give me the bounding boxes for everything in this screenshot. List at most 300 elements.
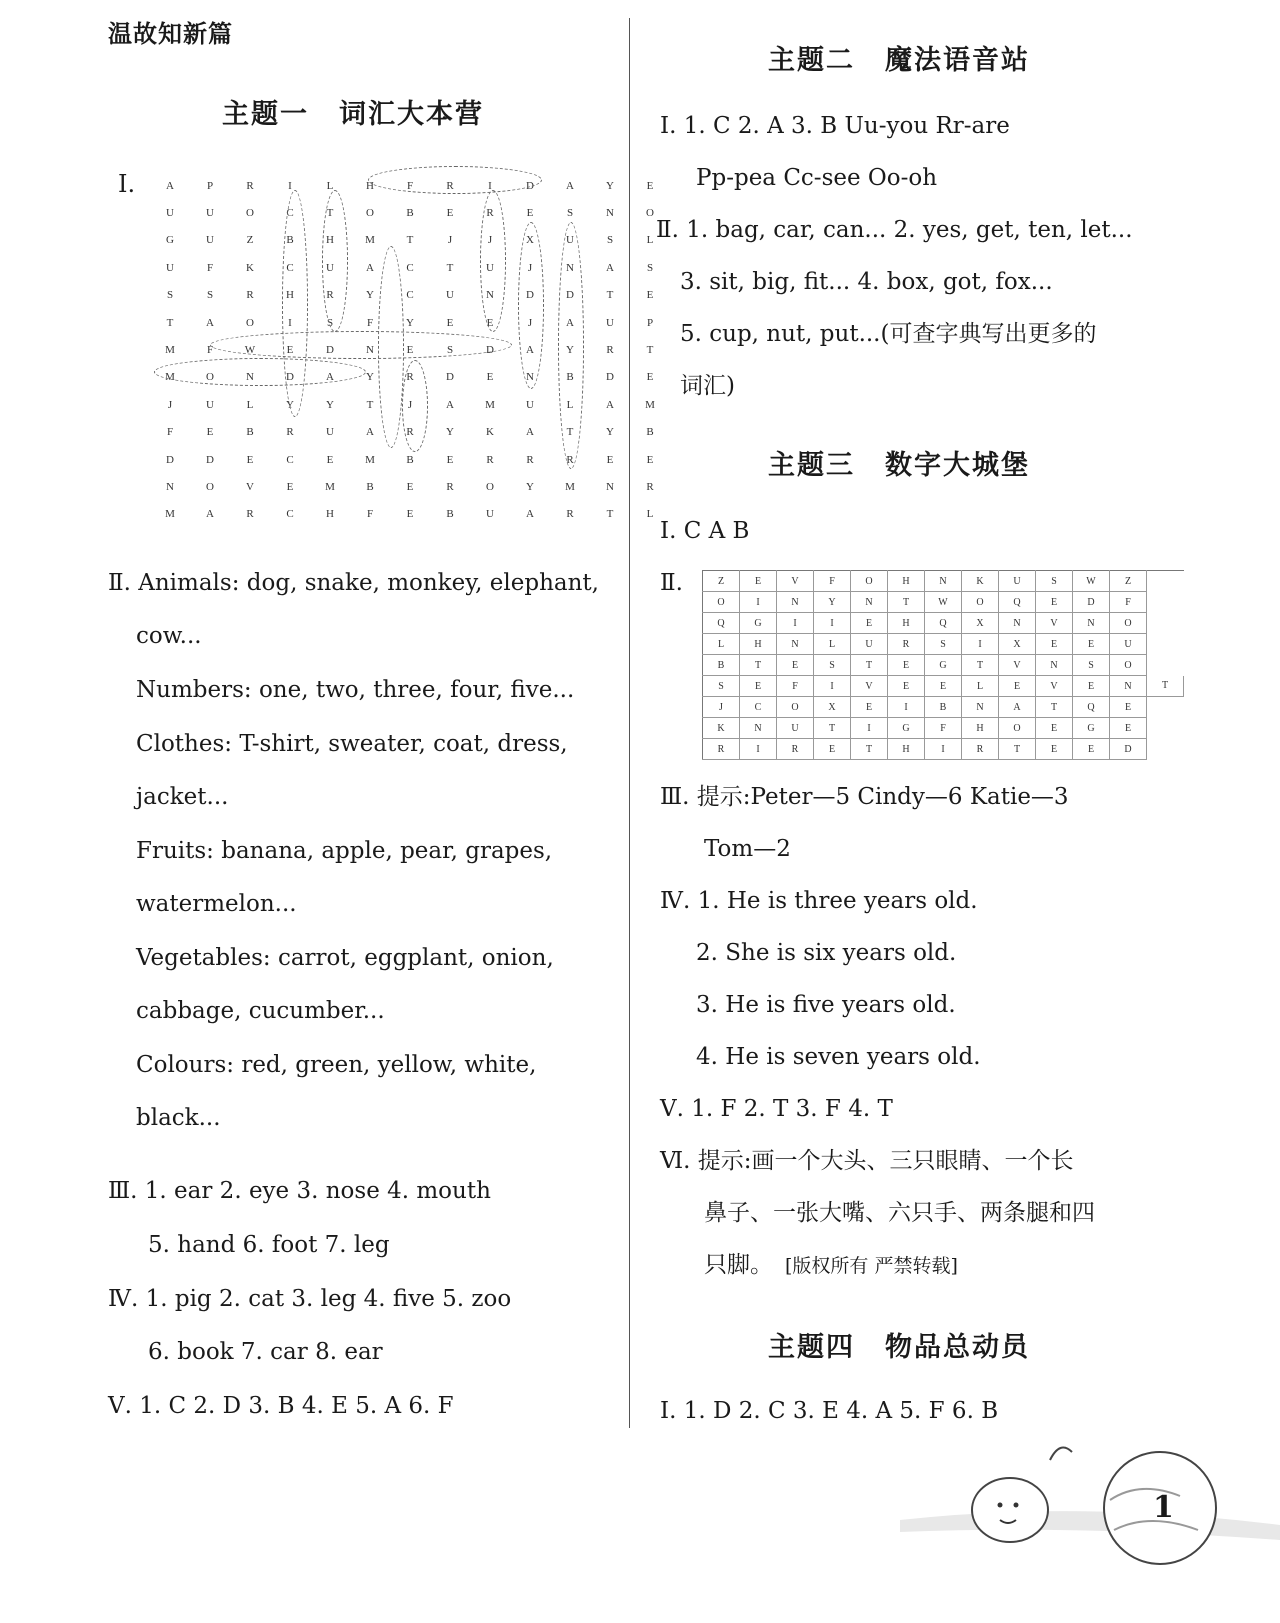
grid-cell: N xyxy=(606,207,614,220)
grid-cell: E xyxy=(406,344,414,357)
grid-cell: Y xyxy=(606,426,614,439)
grid-cell: L xyxy=(646,234,654,247)
answer-line: 6. book 7. car 8. ear xyxy=(148,1339,383,1365)
grid-cell: A xyxy=(206,508,214,521)
copyright-note: [版权所有 严禁转载] xyxy=(785,1255,958,1277)
grid-cell: X xyxy=(962,613,999,634)
page-header: 温故知新篇 xyxy=(108,20,233,48)
grid-cell: M xyxy=(645,398,655,411)
grid-cell: R xyxy=(566,508,574,521)
grid-cell: E xyxy=(1110,697,1147,718)
grid-cell: D xyxy=(526,289,534,302)
grid-cell: B xyxy=(406,453,414,466)
grid-cell: S xyxy=(925,634,962,655)
grid-cell: T xyxy=(814,718,851,739)
grid-cell: N xyxy=(777,592,814,613)
grid-cell: N xyxy=(166,480,174,493)
grid-cell: T xyxy=(446,261,454,274)
grid-cell: A xyxy=(526,344,534,357)
answer-line: Numbers: one, two, three, four, five... xyxy=(136,677,575,703)
grid-cell: B xyxy=(446,508,454,521)
grid-cell: F xyxy=(366,316,374,329)
grid-cell: T xyxy=(851,655,888,676)
grid-cell: U xyxy=(206,207,214,220)
grid-cell: R xyxy=(446,480,454,493)
grid-cell: O xyxy=(999,718,1036,739)
grid-cell: T xyxy=(166,316,174,329)
grid-cell: O xyxy=(246,207,254,220)
grid-cell: S xyxy=(566,207,574,220)
grid-cell: W xyxy=(925,592,962,613)
grid-cell: R xyxy=(703,739,740,760)
grid-cell: E xyxy=(446,453,454,466)
answer-line: 词汇) xyxy=(680,373,735,399)
answer-line: Ⅵ. 提示:画一个大头、三只眼睛、一个长 xyxy=(660,1148,1074,1174)
answer-oval xyxy=(282,190,308,417)
answer-oval xyxy=(518,222,544,389)
grid-cell: Q xyxy=(703,613,740,634)
answer-line: cabbage, cucumber... xyxy=(136,998,385,1024)
grid-cell: B xyxy=(703,655,740,676)
grid-cell: T xyxy=(326,207,334,220)
grid-cell: S xyxy=(1073,655,1110,676)
grid-cell: H xyxy=(740,634,777,655)
grid-cell: L xyxy=(814,634,851,655)
grid-cell: S xyxy=(326,316,334,329)
grid-cell: X xyxy=(526,234,534,247)
grid-cell: U xyxy=(206,234,214,247)
grid-cell: V xyxy=(999,655,1036,676)
grid-cell: A xyxy=(566,179,574,192)
grid-cell: R xyxy=(486,207,494,220)
grid-cell: G xyxy=(925,655,962,676)
grid-cell: T xyxy=(606,508,614,521)
answer-line: 鼻子、一张大嘴、六只手、两条腿和四 xyxy=(704,1200,1095,1226)
grid-row xyxy=(150,282,670,309)
grid-cell: R xyxy=(888,634,925,655)
grid-cell: H xyxy=(286,289,294,302)
grid-cell: R xyxy=(486,453,494,466)
answer-line: cow... xyxy=(136,623,202,649)
grid-cell: G xyxy=(740,613,777,634)
grid-cell: R xyxy=(566,453,574,466)
grid-cell: U xyxy=(166,207,174,220)
grid-cell: E xyxy=(1073,634,1110,655)
answer-line: 3. He is five years old. xyxy=(696,992,956,1018)
grid-cell: O xyxy=(646,207,654,220)
grid-cell: T xyxy=(366,398,374,411)
grid-cell: E xyxy=(1036,592,1073,613)
grid-cell: D xyxy=(326,344,334,357)
grid-cell: M xyxy=(365,234,375,247)
word-search-puzzle xyxy=(150,172,670,528)
grid-cell: F xyxy=(925,718,962,739)
grid-cell: E xyxy=(606,453,614,466)
grid-cell: I xyxy=(962,634,999,655)
grid-cell: C xyxy=(406,289,414,302)
grid-cell: S xyxy=(446,344,454,357)
grid-cell: T xyxy=(740,655,777,676)
grid-cell: E xyxy=(925,676,962,697)
grid-row xyxy=(150,473,670,500)
grid-row xyxy=(150,254,670,281)
answer-line: Ⅲ. 提示:Peter—5 Cindy—6 Katie—3 xyxy=(660,784,1069,810)
grid-cell: J xyxy=(447,234,453,247)
grid-row xyxy=(703,697,1184,718)
grid-cell: N xyxy=(1036,655,1073,676)
grid-cell: T xyxy=(1147,676,1184,697)
number-word-puzzle xyxy=(702,570,1184,760)
grid-cell: O xyxy=(777,697,814,718)
answer-line: Ⅳ. 1. pig 2. cat 3. leg 4. five 5. zoo xyxy=(108,1286,512,1312)
grid-cell: W xyxy=(244,344,256,357)
grid-cell: I xyxy=(288,316,292,329)
answer-line: Vegetables: carrot, eggplant, onion, xyxy=(136,945,554,971)
grid-cell: S xyxy=(206,289,214,302)
theme-name: 物品总动员 xyxy=(885,1332,1030,1363)
grid-cell: O xyxy=(1110,655,1147,676)
grid-cell: O xyxy=(703,592,740,613)
grid-cell: Y xyxy=(566,344,574,357)
grid-cell: H xyxy=(888,613,925,634)
grid-cell: H xyxy=(962,718,999,739)
grid-cell: D xyxy=(526,179,534,192)
theme-name: 魔法语音站 xyxy=(885,45,1030,76)
grid-cell: C xyxy=(286,508,294,521)
grid-cell: K xyxy=(962,571,999,592)
answer-line: Pp-pea Cc-see Oo-oh xyxy=(696,165,938,191)
grid-cell: E xyxy=(1036,718,1073,739)
grid-cell: L xyxy=(326,179,334,192)
grid-cell: N xyxy=(1110,676,1147,697)
grid-cell: I xyxy=(814,676,851,697)
grid-cell: R xyxy=(246,179,254,192)
grid-cell: S xyxy=(166,289,174,302)
grid-cell: M xyxy=(165,508,175,521)
answer-line: Ⅱ. 1. bag, car, can... 2. yes, get, ten, let... xyxy=(656,217,1133,243)
answer-oval xyxy=(210,331,512,359)
grid-cell: E xyxy=(740,676,777,697)
grid-cell: R xyxy=(446,179,454,192)
grid-cell: L xyxy=(566,398,574,411)
grid-cell: A xyxy=(206,316,214,329)
grid-cell: I xyxy=(888,697,925,718)
answer-oval xyxy=(154,358,366,386)
grid-cell: T xyxy=(566,426,574,439)
grid-cell: Y xyxy=(326,398,334,411)
grid-cell: U xyxy=(1110,634,1147,655)
number-word-grid xyxy=(702,570,1184,760)
grid-cell: I xyxy=(740,592,777,613)
grid-cell: D xyxy=(486,344,494,357)
grid-cell: E xyxy=(286,480,294,493)
grid-cell: D xyxy=(1073,592,1110,613)
grid-cell: Z xyxy=(1110,571,1147,592)
grid-cell: B xyxy=(925,697,962,718)
answer-oval xyxy=(368,166,542,194)
grid-cell: C xyxy=(286,261,294,274)
grid-cell: K xyxy=(246,261,254,274)
grid-cell: Z xyxy=(703,571,740,592)
grid-cell: C xyxy=(286,207,294,220)
answer-line: Ⅳ. 1. He is three years old. xyxy=(660,888,978,914)
grid-row xyxy=(703,613,1184,634)
grid-cell: F xyxy=(166,426,174,439)
grid-cell: R xyxy=(406,426,414,439)
grid-cell: E xyxy=(406,508,414,521)
grid-cell: H xyxy=(366,179,374,192)
grid-cell: U xyxy=(999,571,1036,592)
grid-cell: E xyxy=(740,571,777,592)
grid-cell: U xyxy=(206,398,214,411)
theme-name: 词汇大本营 xyxy=(339,99,484,130)
grid-cell: J xyxy=(407,398,413,411)
grid-cell: E xyxy=(206,426,214,439)
answer-oval xyxy=(322,190,348,332)
grid-cell: V xyxy=(1036,676,1073,697)
grid-cell: F xyxy=(206,261,214,274)
grid-cell: M xyxy=(365,453,375,466)
grid-cell: T xyxy=(962,655,999,676)
grid-cell: Q xyxy=(925,613,962,634)
grid-row xyxy=(150,227,670,254)
theme-name: 数字大城堡 xyxy=(885,450,1030,481)
grid-cell: A xyxy=(366,261,374,274)
grid-cell: N xyxy=(962,697,999,718)
grid-cell: U xyxy=(777,718,814,739)
grid-cell: U xyxy=(166,261,174,274)
grid-cell: F xyxy=(777,676,814,697)
grid-cell: E xyxy=(888,655,925,676)
grid-cell: R xyxy=(646,480,654,493)
grid-cell: E xyxy=(646,371,654,384)
grid-cell: F xyxy=(1110,592,1147,613)
grid-cell: P xyxy=(206,179,214,192)
grid-cell: O xyxy=(246,316,254,329)
grid-cell: E xyxy=(777,655,814,676)
grid-cell: T xyxy=(888,592,925,613)
grid-cell: J xyxy=(703,697,740,718)
grid-cell: G xyxy=(888,718,925,739)
grid-cell: K xyxy=(486,426,494,439)
theme-number: 主题一 xyxy=(222,99,309,130)
grid-cell: D xyxy=(286,371,294,384)
grid-cell: M xyxy=(165,371,175,384)
theme-number: 主题二 xyxy=(768,45,855,76)
grid-cell: E xyxy=(526,207,534,220)
grid-cell: B xyxy=(246,426,254,439)
grid-cell: U xyxy=(446,289,454,302)
grid-cell: L xyxy=(646,508,654,521)
grid-cell: N xyxy=(925,571,962,592)
grid-cell: C xyxy=(740,697,777,718)
grid-cell: S xyxy=(703,676,740,697)
theme-number: 主题四 xyxy=(768,1332,855,1363)
grid-cell: L xyxy=(703,634,740,655)
theme-number: 主题三 xyxy=(768,450,855,481)
grid-cell: G xyxy=(1073,718,1110,739)
grid-cell: U xyxy=(326,261,334,274)
grid-row xyxy=(150,199,670,226)
grid-cell: X xyxy=(999,634,1036,655)
grid-cell: I xyxy=(288,179,292,192)
grid-cell: E xyxy=(1073,739,1110,760)
grid-cell: B xyxy=(566,371,574,384)
grid-cell: D xyxy=(566,289,574,302)
grid-cell: H xyxy=(326,508,334,521)
grid-cell: B xyxy=(646,426,654,439)
grid-cell: A xyxy=(326,371,334,384)
grid-cell: U xyxy=(326,426,334,439)
grid-cell: S xyxy=(646,261,654,274)
grid-cell: G xyxy=(166,234,174,247)
grid-cell: R xyxy=(526,453,534,466)
grid-cell: M xyxy=(565,480,575,493)
grid-cell: Q xyxy=(999,592,1036,613)
answer-line: Fruits: banana, apple, pear, grapes, xyxy=(136,838,553,864)
answer-line: watermelon... xyxy=(136,891,297,917)
grid-cell: J xyxy=(167,398,173,411)
grid-row xyxy=(150,446,670,473)
grid-cell: I xyxy=(925,739,962,760)
answer-oval xyxy=(558,222,584,469)
grid-cell: U xyxy=(486,508,494,521)
grid-cell: O xyxy=(1110,613,1147,634)
answer-line: 5. hand 6. foot 7. leg xyxy=(148,1232,390,1258)
grid-cell: H xyxy=(888,739,925,760)
grid-cell: N xyxy=(999,613,1036,634)
grid-cell: T xyxy=(646,344,654,357)
grid-cell: N xyxy=(1073,613,1110,634)
grid-cell: D xyxy=(1110,739,1147,760)
grid-cell: S xyxy=(1036,571,1073,592)
grid-cell: J xyxy=(527,261,533,274)
grid-cell: Z xyxy=(246,234,254,247)
grid-cell: A xyxy=(526,508,534,521)
answer-line: Ⅲ. 1. ear 2. eye 3. nose 4. mouth xyxy=(108,1178,491,1204)
grid-cell: S xyxy=(606,234,614,247)
grid-cell: H xyxy=(326,234,334,247)
grid-cell: J xyxy=(527,316,533,329)
grid-cell: B xyxy=(366,480,374,493)
grid-cell: P xyxy=(646,316,654,329)
answer-line: jacket... xyxy=(136,784,229,810)
grid-cell: E xyxy=(646,289,654,302)
grid-cell: R xyxy=(406,371,414,384)
grid-cell: V xyxy=(246,480,254,493)
grid-cell: N xyxy=(851,592,888,613)
grid-cell: O xyxy=(486,480,494,493)
grid-row xyxy=(703,655,1184,676)
grid-cell: O xyxy=(366,207,374,220)
answer-line: Ⅴ. 1. C 2. D 3. B 4. E 5. A 6. F xyxy=(108,1393,454,1419)
grid-row xyxy=(703,592,1184,613)
grid-cell: A xyxy=(566,316,574,329)
answer-line: Tom—2 xyxy=(704,836,791,862)
grid-cell: O xyxy=(206,371,214,384)
grid-cell: E xyxy=(406,480,414,493)
grid-cell: T xyxy=(851,739,888,760)
page-number: 1 xyxy=(1153,1490,1174,1525)
grid-cell: R xyxy=(246,289,254,302)
grid-cell: E xyxy=(851,697,888,718)
grid-cell: D xyxy=(446,371,454,384)
grid-cell: Y xyxy=(446,426,454,439)
grid-cell: H xyxy=(888,571,925,592)
grid-cell: W xyxy=(1073,571,1110,592)
grid-row xyxy=(703,739,1184,760)
grid-cell: S xyxy=(814,655,851,676)
grid-cell: E xyxy=(646,179,654,192)
answer-line: Ⅱ. Animals: dog, snake, monkey, elephant, xyxy=(108,570,599,596)
grid-cell: U xyxy=(526,398,534,411)
grid-cell: T xyxy=(999,739,1036,760)
grid-cell: F xyxy=(406,179,414,192)
grid-cell: N xyxy=(486,289,494,302)
grid-row xyxy=(703,718,1184,739)
grid-cell: M xyxy=(325,480,335,493)
question-label: Ⅰ. xyxy=(118,170,136,198)
section-title-4 xyxy=(768,1325,1030,1364)
snail-decoration xyxy=(900,1440,1280,1623)
grid-cell: E xyxy=(851,613,888,634)
answer-line: 4. He is seven years old. xyxy=(696,1044,981,1070)
grid-cell: Y xyxy=(286,398,294,411)
grid-cell: E xyxy=(814,739,851,760)
grid-cell: V xyxy=(851,676,888,697)
grid-cell: F xyxy=(814,571,851,592)
answer-line: Ⅰ. 1. D 2. C 3. E 4. A 5. F 6. B xyxy=(660,1398,999,1424)
grid-cell: E xyxy=(486,316,494,329)
grid-cell: N xyxy=(606,480,614,493)
answer-line: Clothes: T-shirt, sweater, coat, dress, xyxy=(136,731,568,757)
grid-cell: E xyxy=(446,316,454,329)
grid-cell: A xyxy=(166,179,174,192)
grid-cell: C xyxy=(406,261,414,274)
answer-line: Ⅴ. 1. F 2. T 3. F 4. T xyxy=(660,1096,893,1122)
grid-cell: X xyxy=(814,697,851,718)
grid-cell: Y xyxy=(366,371,374,384)
grid-cell: T xyxy=(1036,697,1073,718)
grid-cell: A xyxy=(526,426,534,439)
grid-cell: B xyxy=(406,207,414,220)
grid-cell: E xyxy=(1110,718,1147,739)
grid-cell: Y xyxy=(526,480,534,493)
grid-cell: A xyxy=(606,398,614,411)
grid-cell: Q xyxy=(1073,697,1110,718)
grid-cell: U xyxy=(486,261,494,274)
grid-cell: R xyxy=(286,426,294,439)
grid-cell: T xyxy=(606,289,614,302)
grid-cell: K xyxy=(703,718,740,739)
grid-cell: F xyxy=(366,508,374,521)
grid-cell: E xyxy=(326,453,334,466)
grid-cell: A xyxy=(446,398,454,411)
grid-cell: E xyxy=(246,453,254,466)
grid-cell: Y xyxy=(814,592,851,613)
grid-cell: N xyxy=(366,344,374,357)
grid-cell: U xyxy=(566,234,574,247)
grid-cell: B xyxy=(286,234,294,247)
grid-cell: Y xyxy=(606,179,614,192)
answer-line: Ⅰ. C A B xyxy=(660,518,750,544)
grid-cell: I xyxy=(851,718,888,739)
grid-cell: I xyxy=(814,613,851,634)
grid-cell: U xyxy=(606,316,614,329)
grid-cell: I xyxy=(777,613,814,634)
grid-cell: D xyxy=(206,453,214,466)
grid-cell: Y xyxy=(366,289,374,302)
